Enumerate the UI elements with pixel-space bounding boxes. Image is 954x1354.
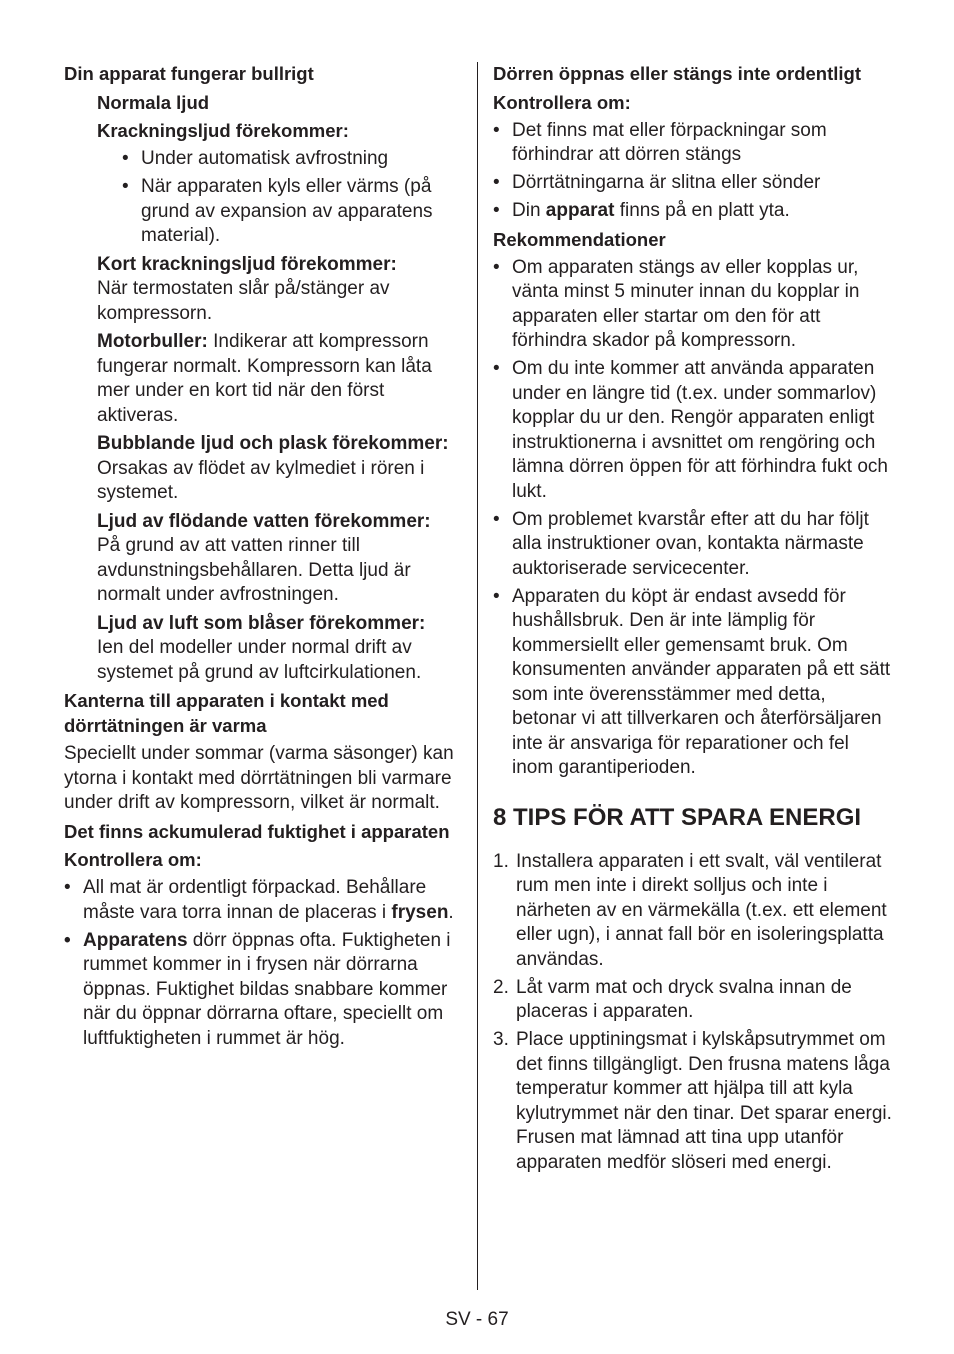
right-column bbox=[493, 58, 893, 1175]
heading-noise: Din apparat fungerar bullrigt bbox=[64, 63, 314, 84]
list-item: 3. Place upptiningsmat i kylskåpsutrymmet om det finns tillgängligt. Den frusna matens låga temperatur kommer att hjälpa till att kyla kylutrymmet när den tinar. Det sparar energi. Frusen mat lämnad att tina upp utanför apparaten medför slöseri med energi. bbox=[493, 1029, 892, 1173]
list-item: • När apparaten kyls eller värms (på grund av expansion av apparatens material). bbox=[122, 176, 433, 246]
list-item: • Apparaten du köpt är endast avsedd för hushållsbruk. Den är inte lämplig för kommersiellt eller gemensamt bruk. Om konsumenten använder apparaten på ett sätt som inte överensstämmer med detta, betonar vi att tillverkaren och återförsäljaren inte är ansvariga för reparationer och fel inom garantiperioden. bbox=[493, 585, 891, 778]
bullet-icon: • bbox=[64, 929, 71, 951]
bullet-icon: • bbox=[122, 176, 129, 197]
heading-check: Kontrollera om: bbox=[493, 91, 631, 113]
list-item: • Under automatisk avfrostning bbox=[64, 147, 464, 172]
page-number: SV - 67 bbox=[445, 1309, 509, 1330]
list-item: • Apparatens dörr öppnas ofta. Fuktigheten i rummet kommer in i frysen när dörrarna öppnas. Fuktighet bildas snabbare kommer när du öppnar dörrarna oftare, speciellt om luftfuktigheten i rummet är hög. bbox=[64, 929, 451, 1049]
column-divider bbox=[477, 62, 478, 1290]
heading-cracking: Krackningsljud förekommer: bbox=[97, 120, 349, 141]
heading-recommendations: Rekommendationer bbox=[493, 228, 666, 250]
heading-door: Dörren öppnas eller stängs inte ordentligt bbox=[493, 63, 861, 84]
bullet-icon: • bbox=[493, 119, 500, 141]
bullet-icon: • bbox=[493, 585, 500, 607]
bullet-icon: • bbox=[493, 200, 500, 221]
section-title: 8 TIPS FÖR ATT SPARA ENERGI bbox=[493, 803, 862, 831]
list-item: • Om apparaten stängs av eller kopplas ur, vänta minst 5 minuter innan du kopplar in apparaten eller startar om den för att förhindra skador på kompressorn. bbox=[493, 256, 860, 351]
heading-normal-sounds: Normala ljud bbox=[97, 91, 210, 113]
bullet-icon: • bbox=[493, 358, 500, 379]
water-paragraph: Ljud av flödande vatten förekommer: På grund av att vatten rinner till avdunstningsbehållaren. Detta ljud är normalt under avfrostningen. bbox=[97, 510, 431, 605]
tips-list bbox=[493, 850, 893, 1176]
bullet-icon: • bbox=[64, 877, 71, 898]
recommendations-list bbox=[493, 256, 893, 781]
bubble-paragraph: Bubblande ljud och plask förekommer: Orsakas av flödet av kylmediet i rören i systemet. bbox=[97, 433, 449, 503]
bullet-icon: • bbox=[493, 256, 500, 278]
motor-paragraph: Motorbuller: Indikerar att kompressorn fungerar normalt. Kompressorn kan låta mer under en kort tid när den först aktiveras. bbox=[97, 331, 432, 426]
heading-humidity: Det finns ackumulerad fuktighet i apparaten bbox=[64, 820, 450, 842]
door-list bbox=[493, 119, 893, 224]
left-column bbox=[64, 58, 464, 1051]
list-item: • Din apparat finns på en platt yta. bbox=[493, 199, 893, 224]
cracking-list bbox=[64, 147, 464, 249]
list-item: 1. Installera apparaten i ett svalt, väl ventilerat rum men inte i direkt solljus och inte i närheten av en värmekälla (t.ex. ett element eller ugn), i annat fall bör en isoleringsplatta användas. bbox=[493, 850, 887, 970]
bullet-icon: • bbox=[122, 148, 129, 169]
heading-edges: Kanterna till apparaten i kontakt med dörrtätningen är varma bbox=[64, 690, 389, 736]
short-cracking-paragraph: Kort krackningsljud förekommer: När termostaten slår på/stänger av kompressorn. bbox=[97, 253, 397, 324]
humidity-list bbox=[64, 876, 464, 1051]
edges-paragraph: Speciellt under sommar (varma säsonger) kan ytorna i kontakt med dörrtätningen bli varmare under drift av kompressorn, vilket är normalt. bbox=[64, 743, 454, 813]
air-paragraph: Ljud av luft som blåser förekommer: Ien del modeller under normal drift av systemet på grund av luftcirkulationen. bbox=[97, 612, 426, 683]
bullet-icon: • bbox=[493, 508, 500, 530]
list-item: • Om du inte kommer att använda apparaten under en längre tid (t.ex. under sommarlov) kopplar du ur den. Rengör apparaten enligt instruktionerna i avsnittet om rengöring och lämna dörren öppen för att förhindra fukt och lukt. bbox=[493, 358, 889, 502]
heading-check: Kontrollera om: bbox=[64, 849, 202, 870]
list-item: • Det finns mat eller förpackningar som förhindrar att dörren stängs bbox=[493, 119, 827, 165]
list-item: 2. Låt varm mat och dryck svalna innan de placeras i apparaten. bbox=[493, 976, 852, 1022]
bullet-icon: • bbox=[493, 172, 500, 193]
list-item: • Om problemet kvarstår efter att du har följt alla instruktioner ovan, kontakta närmaste auktoriserade servicecenter. bbox=[493, 508, 869, 579]
list-item: • Dörrtätningarna är slitna eller sönder bbox=[493, 171, 893, 196]
list-item: • All mat är ordentligt förpackad. Behållare måste vara torra innan de placeras i frysen. bbox=[64, 877, 454, 923]
